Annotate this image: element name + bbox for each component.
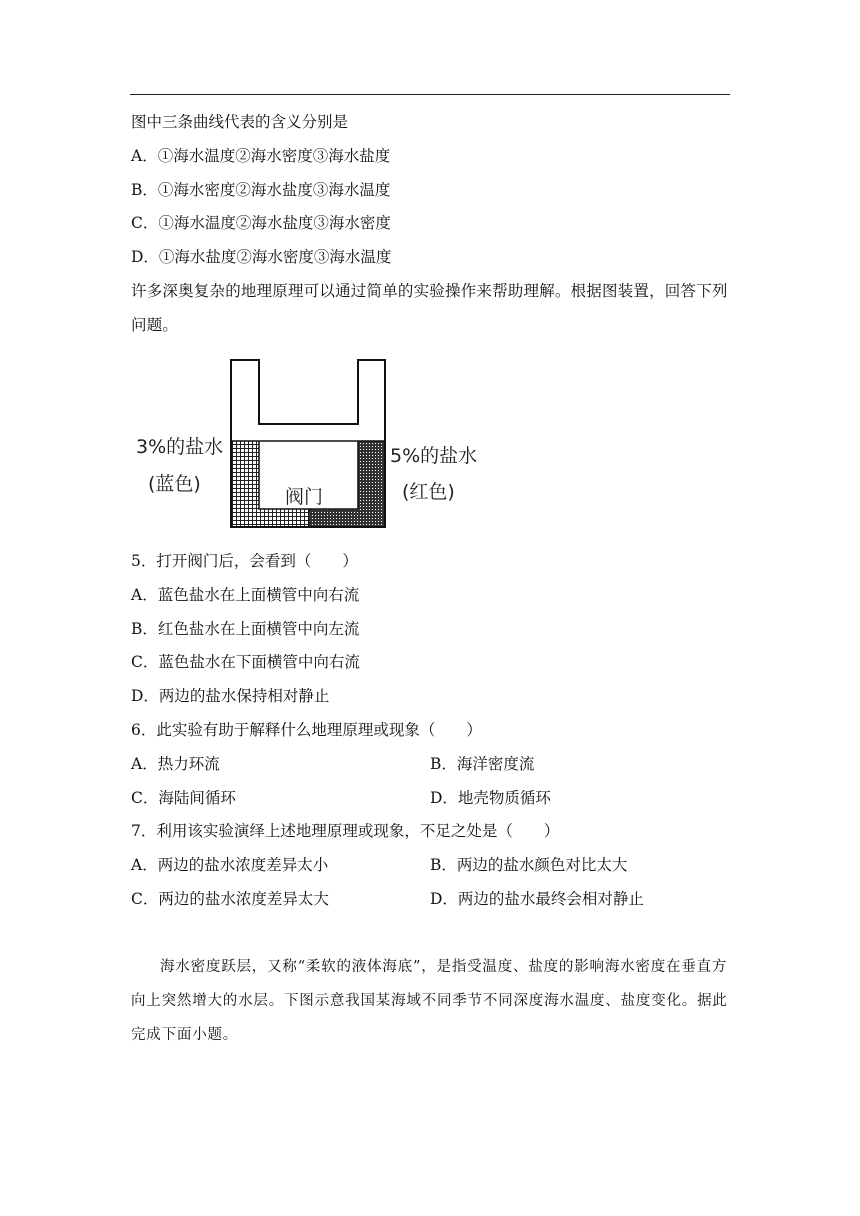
q5-option-b: B．红色盐水在上面横管中向左流: [131, 620, 360, 638]
q5-stem: 5．打开阀门后，会看到（ ）: [131, 552, 358, 570]
option-c: C．①海水温度②海水盐度③海水密度: [131, 214, 391, 232]
option-b: B．①海水密度②海水盐度③海水温度: [131, 181, 391, 199]
q6-option-a: A．热力环流: [131, 755, 220, 773]
q6-option-b: B．海洋密度流: [430, 755, 535, 773]
q5-option-a: A．蓝色盐水在上面横管中向右流: [131, 586, 360, 604]
blue-brine-column: [231, 441, 259, 527]
reading-passage: 海水密度跃层，又称“柔软的液体海底”，是指受温度、盐度的影响海水密度在垂直方向上突然增大的水层。下图示意我国某海域不同季节不同深度海水温度、盐度变化。据此完成下面小题。: [131, 959, 728, 1043]
q7-option-a: A．两边的盐水浓度差异太小: [131, 856, 329, 874]
option-d: D．①海水盐度②海水密度③海水温度: [131, 248, 392, 266]
header-rule: [130, 94, 730, 95]
red-brine-column: [358, 441, 385, 527]
q7-stem: 7．利用该实验演绎上述地理原理或现象，不足之处是（ ）: [131, 822, 560, 840]
q6-stem: 6．此实验有助于解释什么地理原理或现象（ ）: [131, 721, 482, 739]
q7-option-b: B．两边的盐水颜色对比太大: [430, 856, 628, 874]
experiment-figure: [128, 352, 488, 532]
q6-option-d: D．地壳物质循环: [430, 789, 551, 807]
left-color-label: (蓝色): [148, 473, 201, 495]
experiment-intro: 许多深奥复杂的地理原理可以通过简单的实验操作来帮助理解。根据图装置，回答下列问题。: [131, 282, 728, 334]
q7-option-c: C．两边的盐水浓度差异太大: [131, 890, 329, 908]
question-intro: 图中三条曲线代表的含义分别是: [131, 113, 349, 131]
right-color-label: (红色): [402, 481, 455, 503]
left-label: 3%的盐水: [136, 436, 224, 458]
q7-option-d: D．两边的盐水最终会相对静止: [430, 890, 644, 908]
right-label: 5%的盐水: [390, 445, 478, 467]
option-a: A．①海水温度②海水密度③海水盐度: [131, 147, 391, 165]
q5-option-d: D．两边的盐水保持相对静止: [131, 687, 330, 705]
q5-option-c: C．蓝色盐水在下面横管中向右流: [131, 653, 360, 671]
bottom-tube-red: [309, 509, 358, 527]
valve-label: 阀门: [285, 486, 324, 508]
q6-option-c: C．海陆间循环: [131, 789, 236, 807]
bottom-tube-blue: [259, 509, 309, 527]
